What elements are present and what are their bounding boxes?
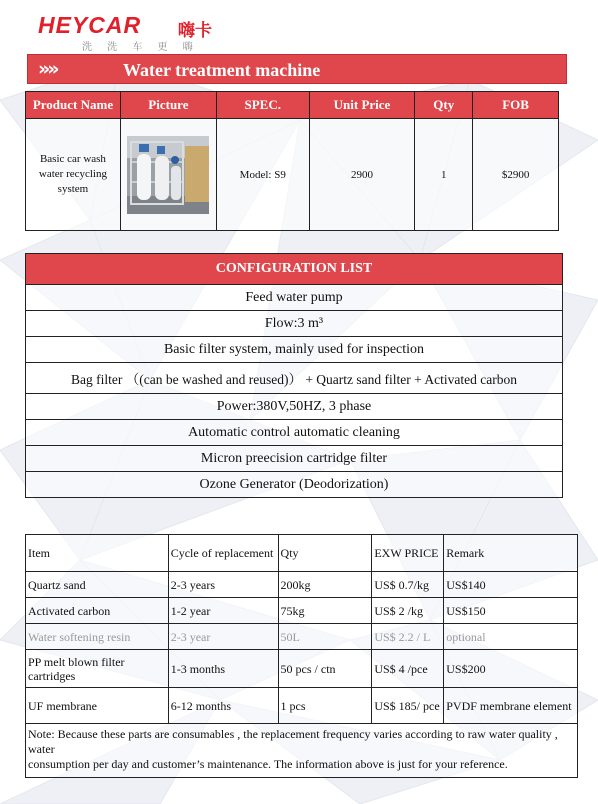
qty-cell: 75kg	[278, 598, 372, 624]
table-row	[26, 650, 578, 688]
product-row	[26, 119, 559, 231]
fob-cell: $2900	[473, 119, 559, 231]
remark-cell: optional	[444, 624, 578, 650]
consumables-table	[25, 534, 578, 778]
product-table	[25, 91, 559, 231]
table-row	[26, 688, 578, 724]
item-cell: PP melt blown filter cartridges	[26, 650, 169, 688]
header-item: Item	[26, 535, 169, 572]
section-banner	[27, 54, 567, 84]
cycle-cell: 1-3 months	[168, 650, 278, 688]
product-name: Basic car wash water recycling system	[38, 153, 107, 195]
qty-cell: 1	[415, 119, 473, 231]
config-item: Ozone Generator (Deodorization)	[26, 472, 563, 498]
note-line-1: Note: Because these parts are consumables , the replacement frequency varies according to raw water quality , water	[28, 727, 558, 756]
cycle-cell: 6-12 months	[168, 688, 278, 724]
header-product-name: Product Name	[26, 92, 121, 119]
price-cell: US$ 185/ pce	[372, 688, 444, 724]
logo-text: HEYCAR	[38, 12, 142, 38]
item-cell: Quartz sand	[26, 572, 169, 598]
product-table-header	[26, 92, 559, 119]
config-item: Basic filter system, mainly used for inspection	[26, 337, 563, 363]
item-cell: UF membrane	[26, 688, 169, 724]
note-row	[26, 724, 578, 778]
item-cell: Activated carbon	[26, 598, 169, 624]
config-item: Flow:3 m³	[26, 311, 563, 337]
price-cell: US$ 0.7/kg	[372, 572, 444, 598]
header-spec: SPEC.	[216, 92, 309, 119]
cycle-cell: 2-3 years	[168, 572, 278, 598]
configuration-title: CONFIGURATION LIST	[26, 254, 563, 285]
unit-price-cell: 2900	[309, 119, 415, 231]
price-cell: US$ 4 /pce	[372, 650, 444, 688]
table-row	[26, 572, 578, 598]
table-row	[26, 598, 578, 624]
config-item: Feed water pump	[26, 285, 563, 311]
header-cycle: Cycle of replacement	[168, 535, 278, 572]
price-cell: US$ 2 /kg	[372, 598, 444, 624]
header-unit-price: Unit Price	[309, 92, 415, 119]
configuration-list	[25, 253, 563, 498]
config-item: Micron preecision cartridge filter	[26, 446, 563, 472]
header-remark: Remark	[444, 535, 578, 572]
qty-cell: 50L	[278, 624, 372, 650]
header-qty: Qty	[278, 535, 372, 572]
product-name-cell	[26, 119, 121, 231]
cycle-cell: 2-3 year	[168, 624, 278, 650]
remark-cell: US$200	[444, 650, 578, 688]
note-line-2: consumption per day and customer’s maintenance. The information above is just for your reference.	[28, 757, 508, 771]
price-cell: US$ 2.2 / L	[372, 624, 444, 650]
qty-cell: 50 pcs / ctn	[278, 650, 372, 688]
consumables-header	[26, 535, 578, 572]
header-picture: Picture	[120, 92, 216, 119]
remark-cell: US$140	[444, 572, 578, 598]
cycle-cell: 1-2 year	[168, 598, 278, 624]
config-item: Automatic control automatic cleaning	[26, 420, 563, 446]
spec-cell: Model: S9	[216, 119, 309, 231]
header-qty: Qty	[415, 92, 473, 119]
qty-cell: 200kg	[278, 572, 372, 598]
config-item: Bag filter （(can be washed and reused)） + Quartz sand filter + Activated carbon	[26, 363, 563, 394]
item-cell: Water softening resin	[26, 624, 169, 650]
header-exw-price: EXW PRICE	[372, 535, 444, 572]
remark-cell: PVDF membrane element	[444, 688, 578, 724]
qty-cell: 1 pcs	[278, 688, 372, 724]
product-photo	[127, 136, 209, 214]
logo-cn-text: 嗨卡	[178, 21, 212, 41]
machine-photo-illustration	[127, 136, 209, 214]
logo-tagline: 洗 洗 车 更 嗨	[82, 42, 199, 53]
double-chevron-right-icon: »»	[38, 58, 57, 80]
remark-cell: US$150	[444, 598, 578, 624]
note-cell	[26, 724, 578, 778]
config-item: Power:380V,50HZ, 3 phase	[26, 394, 563, 420]
brand-logo	[38, 12, 238, 52]
header-fob: FOB	[473, 92, 559, 119]
picture-cell	[120, 119, 216, 231]
table-row	[26, 624, 578, 650]
section-title: Water treatment machine	[123, 60, 321, 80]
